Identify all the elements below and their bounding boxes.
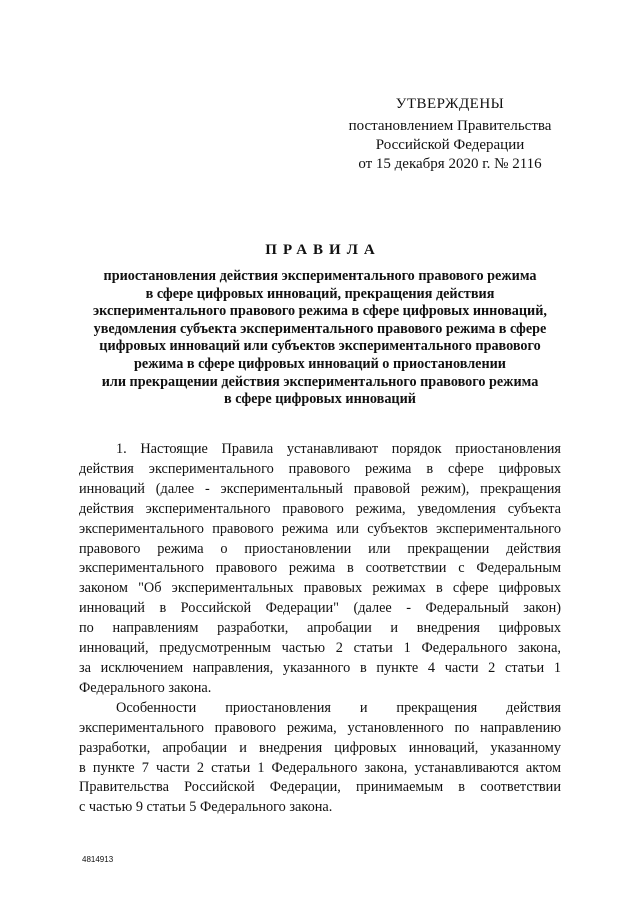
approval-date-number: от 15 декабря 2020 г. № 2116	[358, 156, 542, 172]
paragraph-line: инноваций в Российской Федерации" (далее - Федеральный закон)	[79, 600, 561, 617]
approval-heading: УТВЕРЖДЕНЫ	[395, 96, 505, 112]
paragraph-line: Федерального закона.	[79, 679, 212, 696]
approval-government-line: Российской Федерации	[375, 137, 525, 153]
paragraph-line: действия экспериментального правового режима, уведомления субъекта	[79, 500, 561, 517]
subtitle-line: в сфере цифровых инноваций	[224, 391, 416, 408]
approval-decree-line: постановлением Правительства	[348, 118, 552, 134]
paragraph-line: Особенности приостановления и прекращения действия	[116, 699, 561, 716]
subtitle-line: режима в сфере цифровых инноваций о приостановлении	[134, 355, 506, 372]
subtitle-line: экспериментального правового режима в сфере цифровых инноваций,	[93, 303, 547, 320]
paragraph-line: правового режима о приостановлении или прекращении действия	[79, 540, 561, 557]
paragraph-line: экспериментального правового режима в соответствии с Федеральным	[79, 560, 561, 577]
subtitle-line: цифровых инноваций или субъектов экспериментального правового	[99, 338, 541, 355]
paragraph-line: экспериментального правового режима или субъектов экспериментального	[79, 520, 561, 537]
paragraph-1	[79, 440, 561, 699]
paragraph-line: по направлениям разработки, апробации и внедрения цифровых	[79, 620, 561, 637]
document-subtitle	[78, 268, 562, 409]
paragraph-line: с частью 9 статьи 5 Федерального закона.	[79, 799, 333, 816]
subtitle-line: в сфере цифровых инноваций, прекращения действия	[145, 285, 495, 302]
subtitle-line: или прекращении действия экспериментального правового режима	[101, 373, 539, 390]
paragraph-line: разработки, апробации и внедрения цифровых инноваций, указанному	[79, 739, 561, 756]
paragraph-line: в пункте 7 части 2 статьи 1 Федерального закона, устанавливаются актом	[79, 759, 561, 776]
paragraph-line: 1. Настоящие Правила устанавливают порядок приостановления	[116, 441, 561, 457]
subtitle-line: уведомления субъекта экспериментального правового режима в сфере	[93, 320, 547, 337]
document-body	[79, 440, 561, 818]
approval-block	[340, 95, 560, 174]
paragraph-line: Правительства Российской Федерации, принимаемым в соответствии	[79, 779, 561, 796]
paragraph-line: действия экспериментального правового режима в сфере цифровых	[79, 460, 561, 477]
paragraph-2	[79, 699, 561, 818]
document-title: ПРАВИЛА	[265, 242, 381, 258]
paragraph-line: инноваций (далее - экспериментальный правовой режим), прекращения	[79, 480, 561, 497]
paragraph-line: за исключением направления, указанного в пункте 4 части 2 статьи 1	[79, 659, 561, 676]
paragraph-line: инноваций, предусмотренным частью 2 статьи 1 Федерального закона,	[79, 640, 561, 657]
paragraph-line: законом "Об экспериментальных правовых режимах в сфере цифровых	[79, 580, 561, 597]
document-code: 4814913	[82, 855, 114, 864]
subtitle-line: приостановления действия экспериментального правового режима	[103, 268, 537, 284]
paragraph-line: экспериментального правового режима, установленного по направлению	[79, 719, 561, 736]
